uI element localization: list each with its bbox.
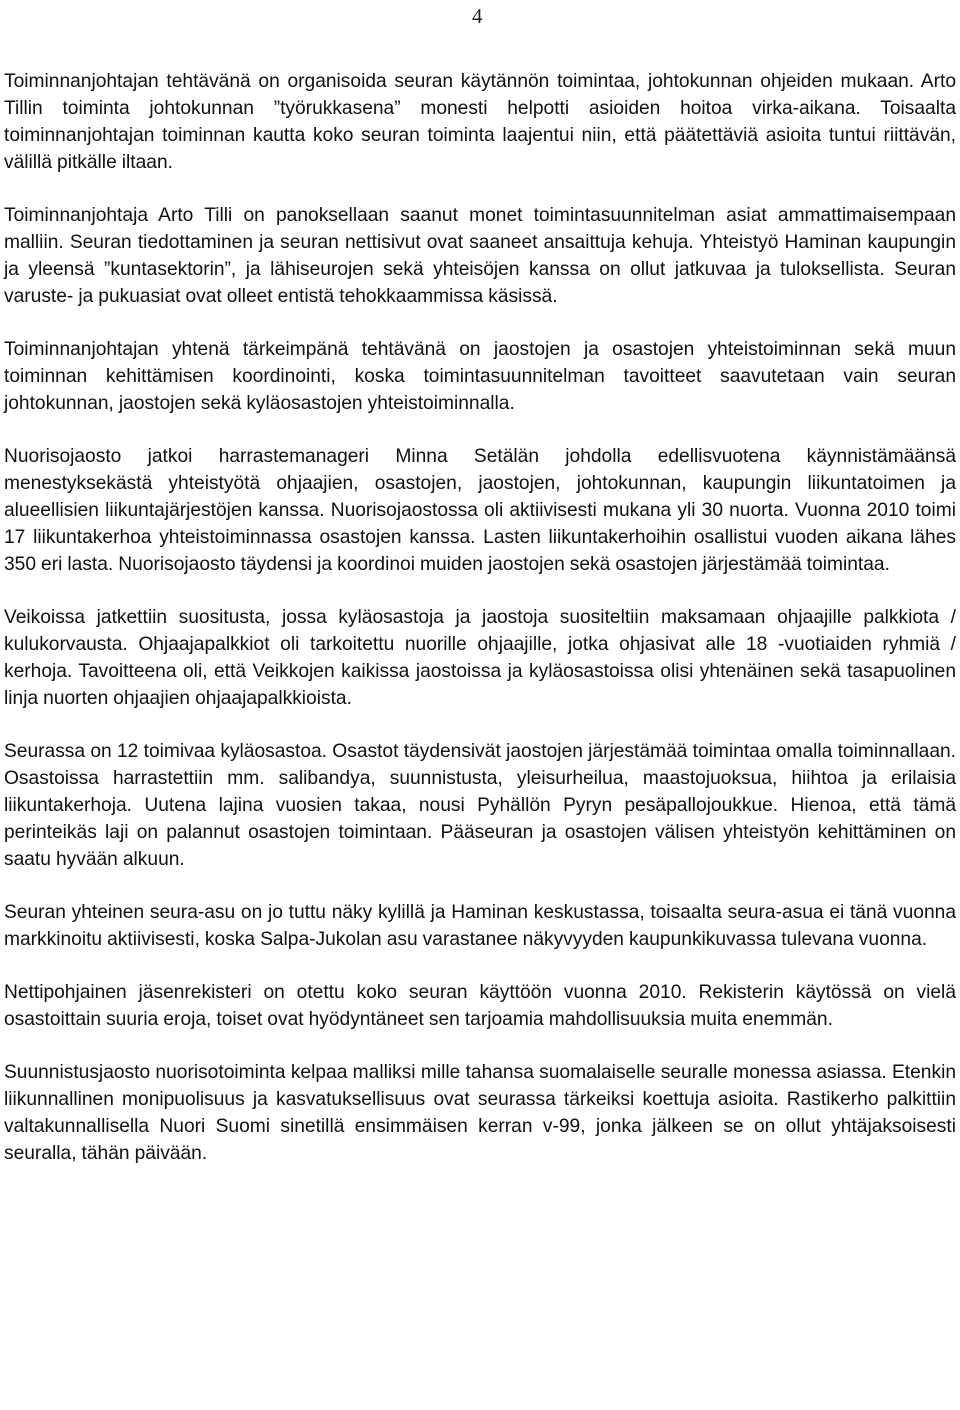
paragraph-orienteering-section: Suunnistusjaosto nuorisotoiminta kelpaa malliksi mille tahansa suomalaiselle seuralle monessa asiassa. Etenkin liikunnallinen monipuolisuus ja kasvatuksellisuus ovat seurassa tärkeiksi koettuja asioita. Rastikerho palkittiin valtakunnallisella Nuori Suomi sinetillä ensimmäisen kerran v-99, jonka jälkeen se on ollut yhtäjaksoisesti seuralla, tähän päivään. — [4, 1062, 956, 1164]
paragraph-club-outfit: Seuran yhteinen seura-asu on jo tuttu näky kylillä ja Haminan keskustassa, toisaalta seura-asua ei tänä vuonna markkinoitu aktiivisesti, koska Salpa-Jukolan asu varastanee näkyvyyden kaupunkikuvassa tulevana vuonna. — [4, 902, 956, 950]
paragraph-coordination: Toiminnanjohtajan yhtenä tärkeimpänä tehtävänä on jaostojen ja osastojen yhteistoiminnan sekä muun toiminnan kehittämisen koordinointi, koska toimintasuunnitelman tavoitteet saavutetaan vain seuran johtokunnan, jaostojen sekä kyläosastojen yhteistoiminnalla. — [4, 339, 956, 414]
paragraph-executive-director-role: Toiminnanjohtajan tehtävänä on organisoida seuran käytännön toimintaa, johtokunnan ohjeiden mukaan. Arto Tillin toiminta johtokunnan ”työrukkasena” monesti helpotti asioiden hoitoa virka-aikana. Toisaalta toiminnanjohtajan toiminnan kautta koko seuran toiminta laajentui niin, että päätettäviä asioita tuntui riittävän, välillä pitkälle iltaan. — [4, 71, 956, 173]
paragraph-instructor-fees: Veikoissa jatkettiin suositusta, jossa kyläosastoja ja jaostoja suositeltiin maksamaan ohjaajille palkkiota / kulukorvausta. Ohjaajapalkkiot oli tarkoitettu nuorille ohjaajille, jotka ohjasivat alle 18 -vuotiaiden ryhmiä / kerhoja. Tavoitteena oli, että Veikkojen kaikissa jaostoissa ja kyläosastoissa olisi yhtenäinen sekä tasapuolinen linja nuorten ohjaajien ohjaajapalkkioista. — [4, 607, 956, 709]
paragraph-youth-section: Nuorisojaosto jatkoi harrastemanageri Minna Setälän johdolla edellisvuotena käynnistämäänsä menestyksekästä yhteistyötä ohjaajien, osastojen, jaostojen, johtokunnan, kaupungin liikuntatoimen ja alueellisien liikuntajärjestöjen kanssa. Nuorisojaostossa oli aktiivisesti mukana yli 30 nuorta. Vuonna 2010 toimi 17 liikuntakerhoa yhteistoiminnassa osastojen kanssa. Lasten liikuntakerhoihin osallistui vuoden aikana lähes 350 eri lasta. Nuorisojaosto täydensi ja koordinoi muiden jaostojen sekä osastojen järjestämää toimintaa. — [4, 446, 956, 575]
paragraph-member-registry: Nettipohjainen jäsenrekisteri on otettu koko seuran käyttöön vuonna 2010. Rekisterin käytössä on vielä osastoittain suuria eroja, toiset ovat hyödyntäneet sen tarjoamia mahdollisuuksia muita enemmän. — [4, 982, 956, 1030]
paragraph-executive-director-achievements: Toiminnanjohtaja Arto Tilli on panoksellaan saanut monet toimintasuunnitelman asiat ammattimaisempaan malliin. Seuran tiedottaminen ja seuran nettisivut ovat saaneet ansaittuja kehuja. Yhteistyö Haminan kaupungin ja yleensä ”kuntasektorin”, ja lähiseurojen sekä yhteisöjen kanssa on ollut jatkuvaa ja tuloksellista. Seuran varuste- ja pukuasiat ovat olleet entistä tehokkaammissa käsissä. — [4, 205, 956, 307]
page-number: 4 — [472, 4, 483, 28]
document-body — [4, 68, 956, 1167]
paragraph-village-sections: Seurassa on 12 toimivaa kyläosastoa. Osastot täydensivät jaostojen järjestämää toimintaa omalla toiminnallaan. Osastoissa harrastettiin mm. salibandya, suunnistusta, yleisurheilua, maastojuoksua, hiihtoa ja erilaisia liikuntakerhoja. Uutena lajina vuosien takaa, nousi Pyhällön Pyryn pesäpallojoukkue. Hienoa, että tämä perinteikäs laji on palannut osastojen toimintaan. Pääseuran ja osastojen välisen yhteistyön kehittäminen on saatu hyvään alkuun. — [4, 741, 956, 870]
